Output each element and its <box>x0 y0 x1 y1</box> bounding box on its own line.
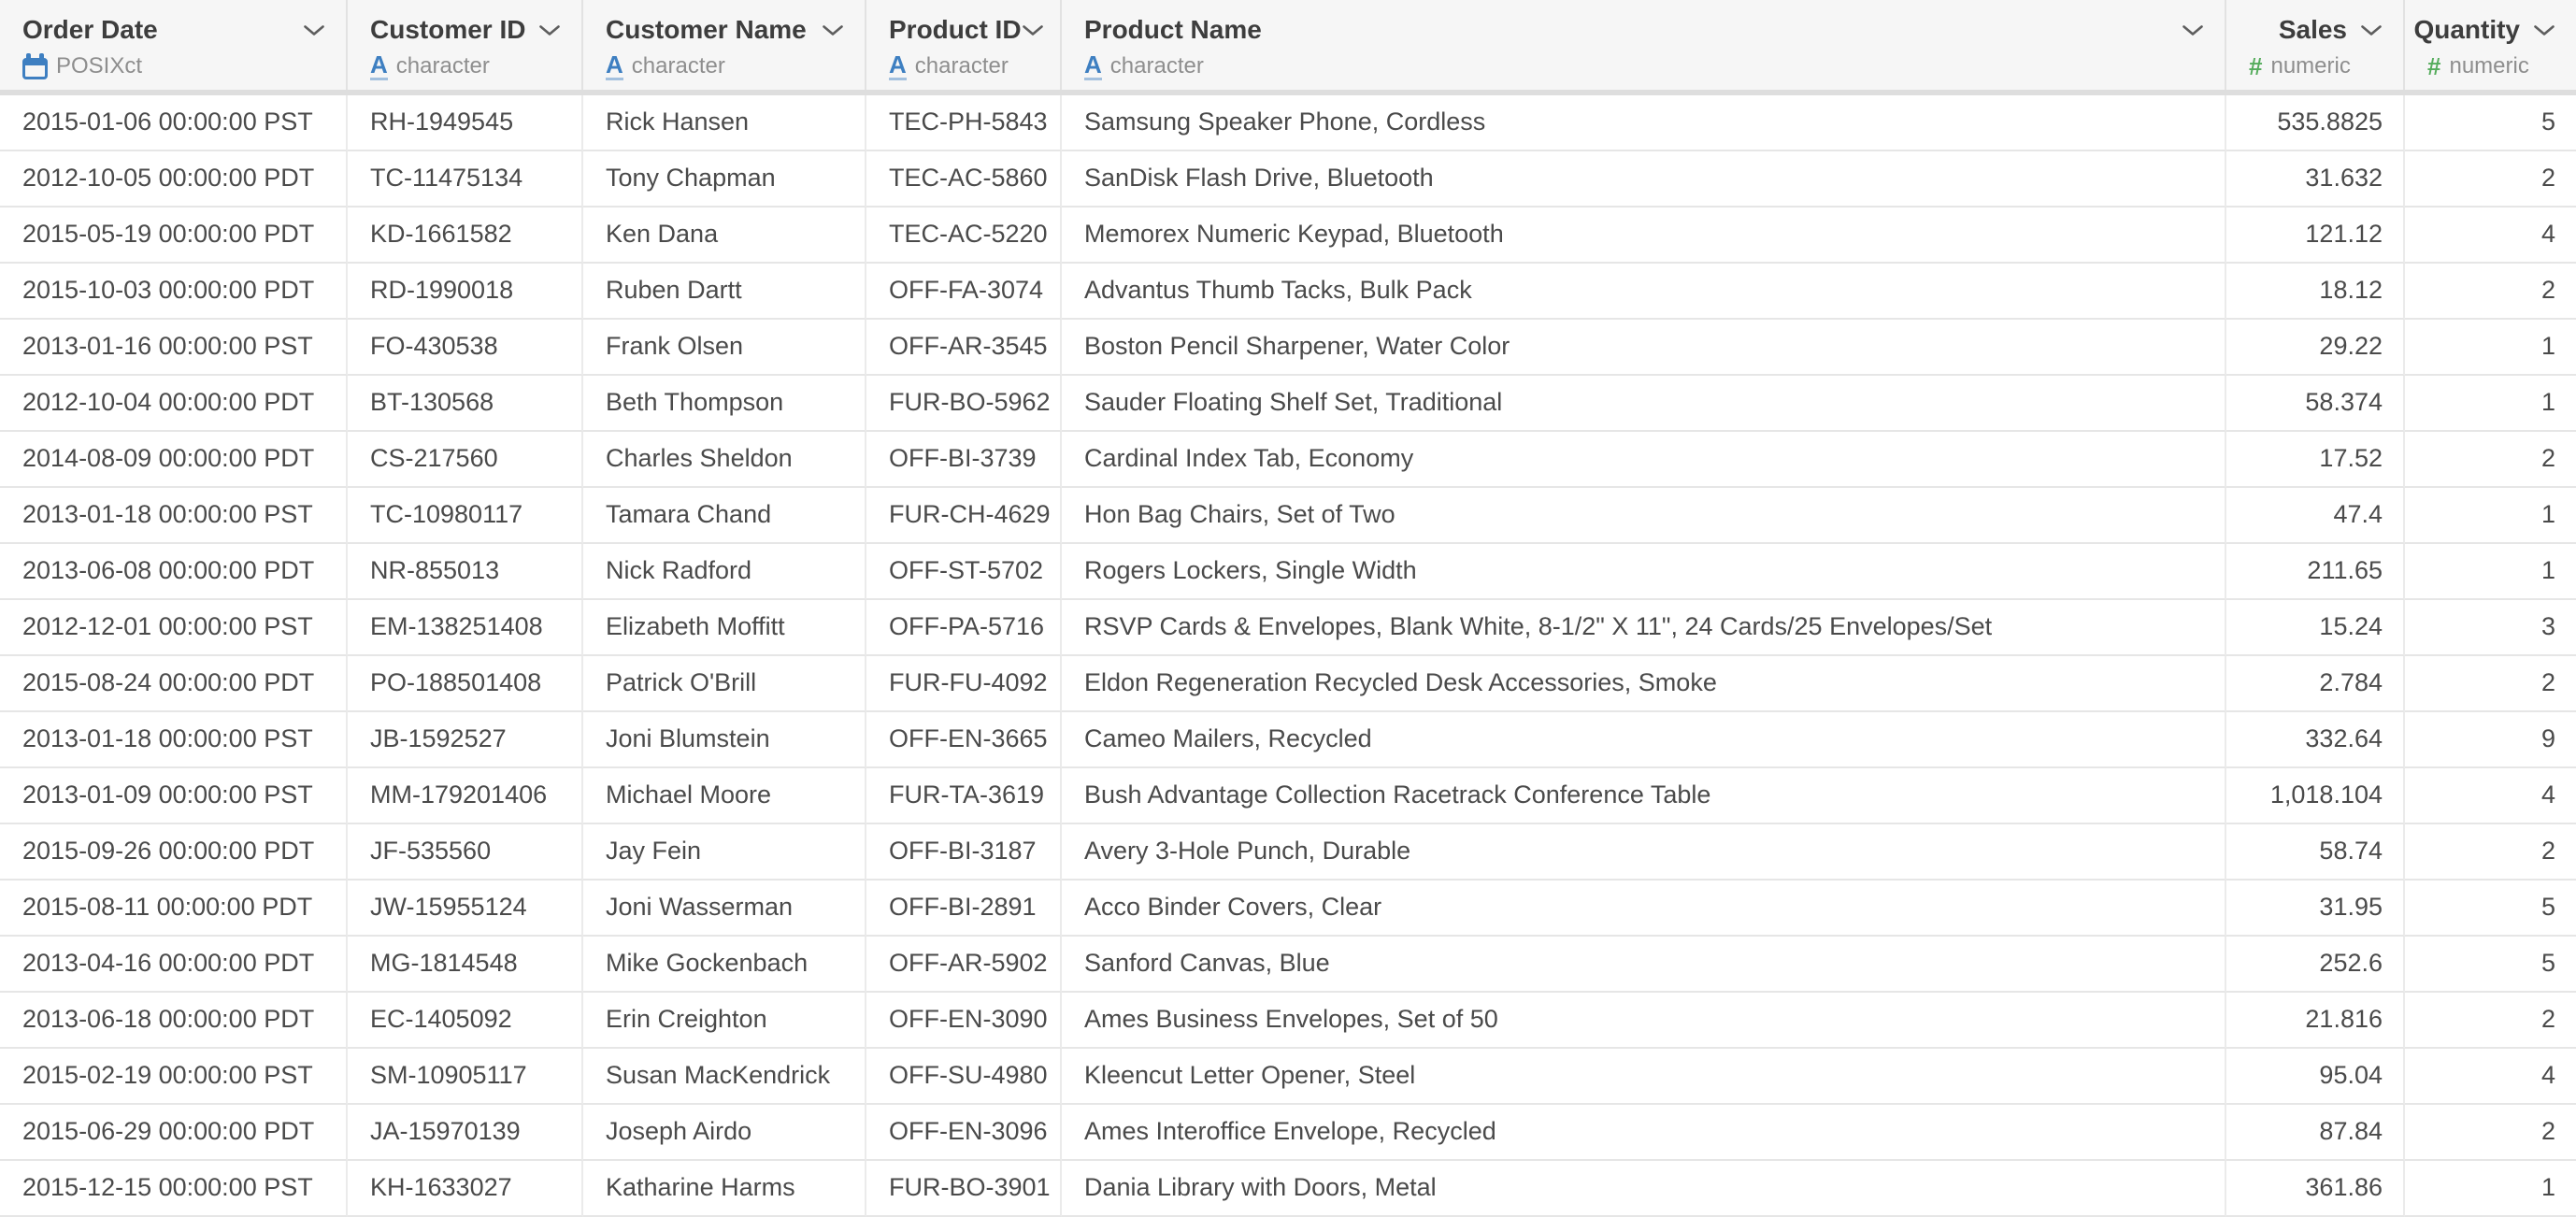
cell-product-name: Samsung Speaker Phone, Cordless <box>1062 95 2226 151</box>
cell-customer-name: Rick Hansen <box>583 95 866 151</box>
character-type-icon: A <box>370 50 388 79</box>
cell-sales: 17.52 <box>2226 432 2405 488</box>
cell-sales: 211.65 <box>2226 544 2405 600</box>
cell-customer-name: Nick Radford <box>583 544 866 600</box>
cell-quantity: 9 <box>2405 712 2576 768</box>
cell-customer-id: TC-11475134 <box>348 151 583 208</box>
cell-customer-name: Joni Blumstein <box>583 712 866 768</box>
table-row <box>0 376 2576 432</box>
table-row <box>0 656 2576 712</box>
column-type-label: numeric <box>2270 53 2351 79</box>
column-label: Order Date <box>22 15 158 44</box>
cell-order-date: 2015-01-06 00:00:00 PST <box>0 95 348 151</box>
cell-product-name: Acco Binder Covers, Clear <box>1062 881 2226 937</box>
cell-quantity: 1 <box>2405 320 2576 376</box>
cell-order-date: 2015-05-19 00:00:00 PDT <box>0 208 348 264</box>
cell-product-id: OFF-PA-5716 <box>866 600 1062 656</box>
table-body <box>0 95 2576 1217</box>
cell-order-date: 2013-01-18 00:00:00 PST <box>0 712 348 768</box>
cell-quantity: 5 <box>2405 937 2576 993</box>
cell-quantity: 1 <box>2405 544 2576 600</box>
cell-order-date: 2012-12-01 00:00:00 PST <box>0 600 348 656</box>
cell-product-name: Sanford Canvas, Blue <box>1062 937 2226 993</box>
cell-sales: 18.12 <box>2226 264 2405 320</box>
column-type-label: POSIXct <box>56 53 143 79</box>
cell-order-date: 2012-10-05 00:00:00 PDT <box>0 151 348 208</box>
cell-customer-id: JW-15955124 <box>348 881 583 937</box>
cell-sales: 2.784 <box>2226 656 2405 712</box>
cell-quantity: 2 <box>2405 824 2576 881</box>
column-type-label: character <box>914 53 1009 79</box>
column-label: Customer Name <box>606 15 807 44</box>
cell-customer-name: Joni Wasserman <box>583 881 866 937</box>
cell-order-date: 2015-06-29 00:00:00 PDT <box>0 1105 348 1161</box>
cell-sales: 47.4 <box>2226 488 2405 544</box>
cell-customer-name: Michael Moore <box>583 768 866 824</box>
table-row <box>0 768 2576 824</box>
cell-customer-id: JB-1592527 <box>348 712 583 768</box>
cell-product-name: Ames Business Envelopes, Set of 50 <box>1062 993 2226 1049</box>
cell-product-id: OFF-AR-3545 <box>866 320 1062 376</box>
column-label: Sales <box>2278 15 2347 44</box>
cell-customer-name: Frank Olsen <box>583 320 866 376</box>
table-row <box>0 600 2576 656</box>
cell-product-name: RSVP Cards & Envelopes, Blank White, 8-1/2" X 11", 24 Cards/25 Envelopes/Set <box>1062 600 2226 656</box>
cell-sales: 58.74 <box>2226 824 2405 881</box>
column-label: Customer ID <box>370 15 526 44</box>
cell-quantity: 4 <box>2405 768 2576 824</box>
cell-customer-id: CS-217560 <box>348 432 583 488</box>
cell-order-date: 2013-01-16 00:00:00 PST <box>0 320 348 376</box>
cell-customer-id: MG-1814548 <box>348 937 583 993</box>
table-row <box>0 937 2576 993</box>
cell-quantity: 2 <box>2405 432 2576 488</box>
cell-sales: 332.64 <box>2226 712 2405 768</box>
cell-customer-name: Katharine Harms <box>583 1161 866 1217</box>
cell-sales: 31.95 <box>2226 881 2405 937</box>
cell-order-date: 2013-01-18 00:00:00 PST <box>0 488 348 544</box>
cell-sales: 21.816 <box>2226 993 2405 1049</box>
cell-product-id: OFF-EN-3665 <box>866 712 1062 768</box>
cell-quantity: 2 <box>2405 264 2576 320</box>
cell-quantity: 4 <box>2405 208 2576 264</box>
column-type-label: character <box>1109 53 1204 79</box>
character-type-icon: A <box>606 50 623 79</box>
cell-product-name: Cameo Mailers, Recycled <box>1062 712 2226 768</box>
cell-customer-id: EC-1405092 <box>348 993 583 1049</box>
table-row <box>0 208 2576 264</box>
cell-customer-name: Elizabeth Moffitt <box>583 600 866 656</box>
table-row <box>0 151 2576 208</box>
cell-quantity: 5 <box>2405 881 2576 937</box>
cell-product-name: Hon Bag Chairs, Set of Two <box>1062 488 2226 544</box>
cell-customer-name: Susan MacKendrick <box>583 1049 866 1105</box>
cell-product-name: SanDisk Flash Drive, Bluetooth <box>1062 151 2226 208</box>
cell-product-id: OFF-FA-3074 <box>866 264 1062 320</box>
column-type-label: character <box>395 53 490 79</box>
table-row <box>0 1161 2576 1217</box>
cell-product-name: Ames Interoffice Envelope, Recycled <box>1062 1105 2226 1161</box>
cell-sales: 29.22 <box>2226 320 2405 376</box>
character-type-icon: A <box>889 50 907 79</box>
cell-quantity: 2 <box>2405 993 2576 1049</box>
column-label: Product ID <box>889 15 1022 44</box>
cell-product-name: Cardinal Index Tab, Economy <box>1062 432 2226 488</box>
cell-product-id: FUR-BO-5962 <box>866 376 1062 432</box>
character-type-icon: A <box>1084 50 1102 79</box>
cell-product-name: Avery 3-Hole Punch, Durable <box>1062 824 2226 881</box>
cell-customer-name: Patrick O'Brill <box>583 656 866 712</box>
cell-customer-id: RH-1949545 <box>348 95 583 151</box>
chevron-down-icon[interactable] <box>2533 24 2555 36</box>
table-row <box>0 320 2576 376</box>
cell-product-id: FUR-CH-4629 <box>866 488 1062 544</box>
cell-product-name: Bush Advantage Collection Racetrack Conference Table <box>1062 768 2226 824</box>
cell-customer-id: SM-10905117 <box>348 1049 583 1105</box>
cell-order-date: 2012-10-04 00:00:00 PDT <box>0 376 348 432</box>
cell-product-id: TEC-AC-5860 <box>866 151 1062 208</box>
column-header-quantity[interactable] <box>2405 0 2576 90</box>
cell-product-id: OFF-BI-3739 <box>866 432 1062 488</box>
cell-product-name: Kleencut Letter Opener, Steel <box>1062 1049 2226 1105</box>
cell-product-id: FUR-BO-3901 <box>866 1161 1062 1217</box>
cell-order-date: 2013-01-09 00:00:00 PST <box>0 768 348 824</box>
cell-quantity: 2 <box>2405 656 2576 712</box>
column-header-sales[interactable] <box>2226 0 2405 90</box>
chevron-down-icon[interactable] <box>2182 24 2204 36</box>
table-row <box>0 881 2576 937</box>
cell-product-id: OFF-BI-3187 <box>866 824 1062 881</box>
cell-customer-id: RD-1990018 <box>348 264 583 320</box>
chevron-down-icon[interactable] <box>822 24 844 36</box>
cell-customer-name: Beth Thompson <box>583 376 866 432</box>
table-row <box>0 712 2576 768</box>
table-row <box>0 432 2576 488</box>
cell-customer-name: Ruben Dartt <box>583 264 866 320</box>
cell-customer-name: Erin Creighton <box>583 993 866 1049</box>
cell-sales: 87.84 <box>2226 1105 2405 1161</box>
column-header-order-date[interactable] <box>0 0 348 90</box>
cell-quantity: 1 <box>2405 488 2576 544</box>
cell-quantity: 4 <box>2405 1049 2576 1105</box>
cell-order-date: 2013-06-08 00:00:00 PDT <box>0 544 348 600</box>
cell-customer-id: JA-15970139 <box>348 1105 583 1161</box>
cell-sales: 15.24 <box>2226 600 2405 656</box>
cell-product-id: OFF-BI-2891 <box>866 881 1062 937</box>
chevron-down-icon[interactable] <box>538 24 561 36</box>
column-header-product-name[interactable] <box>1062 0 2226 90</box>
cell-sales: 121.12 <box>2226 208 2405 264</box>
cell-product-id: FUR-FU-4092 <box>866 656 1062 712</box>
cell-customer-name: Jay Fein <box>583 824 866 881</box>
cell-customer-id: TC-10980117 <box>348 488 583 544</box>
cell-customer-id: JF-535560 <box>348 824 583 881</box>
cell-sales: 95.04 <box>2226 1049 2405 1105</box>
chevron-down-icon[interactable] <box>2360 24 2383 36</box>
column-header-product-id[interactable] <box>866 0 1062 90</box>
table-row <box>0 1105 2576 1161</box>
cell-product-name: Eldon Regeneration Recycled Desk Accessories, Smoke <box>1062 656 2226 712</box>
cell-product-id: OFF-EN-3090 <box>866 993 1062 1049</box>
cell-product-name: Advantus Thumb Tacks, Bulk Pack <box>1062 264 2226 320</box>
cell-quantity: 2 <box>2405 1105 2576 1161</box>
cell-product-name: Dania Library with Doors, Metal <box>1062 1161 2226 1217</box>
cell-customer-id: BT-130568 <box>348 376 583 432</box>
cell-customer-name: Joseph Airdo <box>583 1105 866 1161</box>
cell-sales: 31.632 <box>2226 151 2405 208</box>
cell-order-date: 2013-06-18 00:00:00 PDT <box>0 993 348 1049</box>
calendar-icon <box>22 53 48 79</box>
cell-customer-name: Mike Gockenbach <box>583 937 866 993</box>
cell-quantity: 3 <box>2405 600 2576 656</box>
table-row <box>0 544 2576 600</box>
cell-customer-id: PO-188501408 <box>348 656 583 712</box>
cell-quantity: 1 <box>2405 376 2576 432</box>
table-row <box>0 993 2576 1049</box>
cell-customer-id: KH-1633027 <box>348 1161 583 1217</box>
column-header-customer-id[interactable] <box>348 0 583 90</box>
column-label: Quantity <box>2413 15 2520 44</box>
cell-order-date: 2015-08-11 00:00:00 PDT <box>0 881 348 937</box>
column-header-customer-name[interactable] <box>583 0 866 90</box>
cell-order-date: 2015-02-19 00:00:00 PST <box>0 1049 348 1105</box>
cell-product-id: OFF-EN-3096 <box>866 1105 1062 1161</box>
cell-order-date: 2014-08-09 00:00:00 PDT <box>0 432 348 488</box>
cell-quantity: 1 <box>2405 1161 2576 1217</box>
cell-product-id: FUR-TA-3619 <box>866 768 1062 824</box>
cell-product-id: TEC-AC-5220 <box>866 208 1062 264</box>
header-row <box>0 0 2576 95</box>
column-type-label: numeric <box>2449 53 2529 79</box>
cell-customer-id: EM-138251408 <box>348 600 583 656</box>
table-row <box>0 264 2576 320</box>
column-type-label: character <box>631 53 725 79</box>
cell-customer-id: MM-179201406 <box>348 768 583 824</box>
cell-customer-name: Tony Chapman <box>583 151 866 208</box>
numeric-type-icon: # <box>2249 52 2263 80</box>
cell-customer-id: FO-430538 <box>348 320 583 376</box>
table-row <box>0 488 2576 544</box>
cell-customer-id: NR-855013 <box>348 544 583 600</box>
column-label: Product Name <box>1084 15 1262 44</box>
cell-order-date: 2015-08-24 00:00:00 PDT <box>0 656 348 712</box>
cell-quantity: 5 <box>2405 95 2576 151</box>
cell-sales: 1,018.104 <box>2226 768 2405 824</box>
cell-product-id: TEC-PH-5843 <box>866 95 1062 151</box>
chevron-down-icon[interactable] <box>1022 24 1044 36</box>
cell-sales: 361.86 <box>2226 1161 2405 1217</box>
cell-product-id: OFF-AR-5902 <box>866 937 1062 993</box>
cell-customer-name: Tamara Chand <box>583 488 866 544</box>
cell-customer-id: KD-1661582 <box>348 208 583 264</box>
cell-quantity: 2 <box>2405 151 2576 208</box>
cell-sales: 535.8825 <box>2226 95 2405 151</box>
cell-order-date: 2013-04-16 00:00:00 PDT <box>0 937 348 993</box>
numeric-type-icon: # <box>2427 52 2441 80</box>
cell-product-name: Boston Pencil Sharpener, Water Color <box>1062 320 2226 376</box>
cell-order-date: 2015-10-03 00:00:00 PDT <box>0 264 348 320</box>
cell-product-name: Rogers Lockers, Single Width <box>1062 544 2226 600</box>
cell-product-name: Sauder Floating Shelf Set, Traditional <box>1062 376 2226 432</box>
cell-product-id: OFF-ST-5702 <box>866 544 1062 600</box>
cell-customer-name: Ken Dana <box>583 208 866 264</box>
table-row <box>0 95 2576 151</box>
cell-sales: 58.374 <box>2226 376 2405 432</box>
chevron-down-icon[interactable] <box>303 24 325 36</box>
cell-sales: 252.6 <box>2226 937 2405 993</box>
table-row <box>0 824 2576 881</box>
cell-order-date: 2015-09-26 00:00:00 PDT <box>0 824 348 881</box>
cell-product-name: Memorex Numeric Keypad, Bluetooth <box>1062 208 2226 264</box>
table-row <box>0 1049 2576 1105</box>
cell-product-id: OFF-SU-4980 <box>866 1049 1062 1105</box>
cell-customer-name: Charles Sheldon <box>583 432 866 488</box>
cell-order-date: 2015-12-15 00:00:00 PST <box>0 1161 348 1217</box>
